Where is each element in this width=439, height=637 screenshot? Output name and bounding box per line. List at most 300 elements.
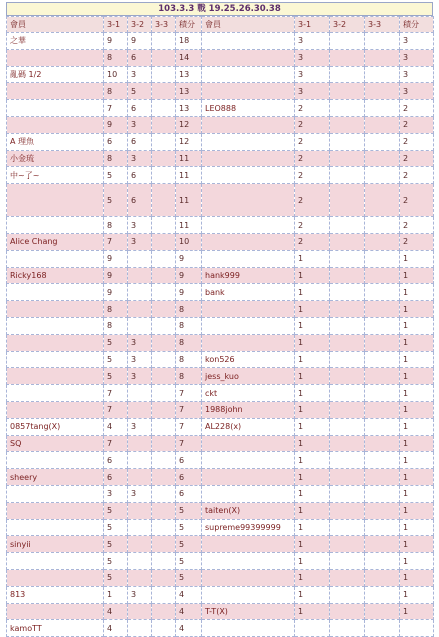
score-3-3 <box>365 485 400 502</box>
score-3-1: 1 <box>295 317 330 334</box>
score-3-3 <box>152 418 176 435</box>
score-3-3 <box>152 250 176 267</box>
score-3-2 <box>128 620 152 637</box>
score-3-3 <box>365 620 400 637</box>
score-3-3 <box>152 317 176 334</box>
score-3-3 <box>365 385 400 402</box>
score-3-1: 1 <box>295 368 330 385</box>
member-name: kon526 <box>202 351 295 368</box>
member-name <box>7 401 104 418</box>
score-3-2 <box>330 49 365 66</box>
score-3-2 <box>330 83 365 100</box>
member-name <box>202 133 295 150</box>
total-score: 2 <box>400 133 434 150</box>
score-3-3 <box>152 301 176 318</box>
table-row <box>7 401 434 418</box>
score-3-1: 3 <box>295 49 330 66</box>
member-name <box>202 569 295 586</box>
table-row <box>7 66 434 83</box>
score-3-3 <box>365 418 400 435</box>
score-3-2 <box>128 603 152 620</box>
total-score: 1 <box>400 250 434 267</box>
score-3-3 <box>365 184 400 217</box>
member-name <box>7 502 104 519</box>
score-3-2 <box>330 334 365 351</box>
table-row <box>7 116 434 133</box>
total-score: 4 <box>176 603 202 620</box>
score-3-2 <box>330 452 365 469</box>
total-score: 3 <box>400 83 434 100</box>
table-row <box>7 586 434 603</box>
member-name <box>202 116 295 133</box>
header-cell: 積分 <box>176 17 202 33</box>
score-3-3 <box>365 536 400 553</box>
score-3-1: 5 <box>104 351 128 368</box>
score-3-3 <box>365 603 400 620</box>
score-3-2 <box>330 217 365 234</box>
score-3-3 <box>365 250 400 267</box>
table-row <box>7 217 434 234</box>
member-name <box>7 317 104 334</box>
total-score: 1 <box>400 452 434 469</box>
score-3-2 <box>330 502 365 519</box>
score-3-1: 3 <box>295 33 330 50</box>
score-3-3 <box>365 368 400 385</box>
score-3-1: 1 <box>295 469 330 486</box>
score-3-1: 3 <box>295 83 330 100</box>
table-body <box>7 17 434 637</box>
score-3-2: 5 <box>128 83 152 100</box>
member-name: T-T(X) <box>202 603 295 620</box>
total-score: 1 <box>400 435 434 452</box>
total-score: 12 <box>176 133 202 150</box>
member-name <box>202 33 295 50</box>
score-3-2: 3 <box>128 116 152 133</box>
member-name <box>7 368 104 385</box>
score-3-3 <box>152 100 176 117</box>
score-3-3 <box>152 267 176 284</box>
table-row <box>7 167 434 184</box>
total-score: 6 <box>176 469 202 486</box>
table-row <box>7 418 434 435</box>
member-name: jess_kuo <box>202 368 295 385</box>
score-3-1: 9 <box>104 116 128 133</box>
score-3-1: 2 <box>295 233 330 250</box>
score-3-1: 5 <box>104 334 128 351</box>
score-3-1: 5 <box>104 502 128 519</box>
score-3-1: 7 <box>104 385 128 402</box>
table-row <box>7 100 434 117</box>
member-name: kamoTT <box>7 620 104 637</box>
score-3-1: 4 <box>104 603 128 620</box>
member-name <box>7 603 104 620</box>
total-score: 1 <box>400 603 434 620</box>
score-3-1: 1 <box>295 435 330 452</box>
total-score: 9 <box>176 267 202 284</box>
total-score: 1 <box>400 586 434 603</box>
table-row <box>7 334 434 351</box>
table-row <box>7 502 434 519</box>
member-name: AL228(x) <box>202 418 295 435</box>
score-3-3 <box>365 301 400 318</box>
member-name <box>202 334 295 351</box>
spreadsheet <box>6 2 433 637</box>
score-3-1: 6 <box>104 452 128 469</box>
score-3-2: 6 <box>128 184 152 217</box>
score-3-1: 5 <box>104 184 128 217</box>
table-row <box>7 469 434 486</box>
score-3-1: 2 <box>295 184 330 217</box>
score-3-2 <box>128 401 152 418</box>
score-3-3 <box>365 217 400 234</box>
table-row <box>7 284 434 301</box>
member-name <box>7 385 104 402</box>
total-score: 1 <box>400 267 434 284</box>
total-score: 8 <box>176 334 202 351</box>
table-row <box>7 536 434 553</box>
score-3-2 <box>330 385 365 402</box>
member-name <box>202 452 295 469</box>
score-3-2 <box>330 519 365 536</box>
total-score: 18 <box>176 33 202 50</box>
score-3-1: 2 <box>295 150 330 167</box>
table-row <box>7 301 434 318</box>
total-score: 1 <box>400 284 434 301</box>
member-name <box>7 49 104 66</box>
total-score: 2 <box>400 167 434 184</box>
total-score: 1 <box>400 317 434 334</box>
member-name <box>202 536 295 553</box>
score-3-1: 1 <box>295 418 330 435</box>
score-3-3 <box>152 184 176 217</box>
total-score: 13 <box>176 83 202 100</box>
total-score: 1 <box>400 469 434 486</box>
score-3-1: 4 <box>104 620 128 637</box>
member-name <box>202 250 295 267</box>
total-score: 2 <box>400 100 434 117</box>
score-3-3 <box>365 83 400 100</box>
total-score: 5 <box>176 519 202 536</box>
member-name <box>7 184 104 217</box>
score-3-1: 5 <box>104 368 128 385</box>
header-cell: 3-3 <box>152 17 176 33</box>
total-score: 7 <box>176 418 202 435</box>
total-score: 8 <box>176 301 202 318</box>
member-name: 1988john <box>202 401 295 418</box>
score-3-2 <box>128 317 152 334</box>
score-3-1: 6 <box>104 133 128 150</box>
score-3-1: 1 <box>295 553 330 570</box>
score-3-2 <box>330 368 365 385</box>
score-3-2 <box>330 351 365 368</box>
score-3-3 <box>365 49 400 66</box>
score-3-2 <box>330 536 365 553</box>
member-name <box>7 116 104 133</box>
score-3-3 <box>365 233 400 250</box>
member-name <box>202 469 295 486</box>
score-3-1: 1 <box>295 301 330 318</box>
score-3-1: 1 <box>295 334 330 351</box>
score-3-2 <box>330 620 365 637</box>
total-score: 3 <box>400 49 434 66</box>
score-3-3 <box>365 351 400 368</box>
score-3-1: 5 <box>104 519 128 536</box>
total-score: 3 <box>400 66 434 83</box>
member-name <box>202 553 295 570</box>
score-3-3 <box>152 620 176 637</box>
score-3-3 <box>365 569 400 586</box>
total-score: 1 <box>400 351 434 368</box>
table-row <box>7 33 434 50</box>
score-3-2 <box>330 603 365 620</box>
score-3-2: 6 <box>128 167 152 184</box>
score-3-2: 9 <box>128 33 152 50</box>
table-row <box>7 553 434 570</box>
header-cell: 3-2 <box>128 17 152 33</box>
score-3-3 <box>152 150 176 167</box>
total-score: 2 <box>400 184 434 217</box>
table-row <box>7 435 434 452</box>
score-3-2 <box>128 502 152 519</box>
member-name <box>7 553 104 570</box>
score-3-1: 6 <box>104 469 128 486</box>
table-row <box>7 603 434 620</box>
score-3-1: 1 <box>295 586 330 603</box>
score-3-1: 8 <box>104 301 128 318</box>
total-score: 2 <box>400 233 434 250</box>
score-3-1: 1 <box>295 485 330 502</box>
table-row <box>7 452 434 469</box>
member-name <box>202 167 295 184</box>
score-3-1: 2 <box>295 100 330 117</box>
member-name <box>202 49 295 66</box>
score-3-1: 1 <box>295 284 330 301</box>
total-score: 7 <box>176 435 202 452</box>
score-3-1: 3 <box>295 66 330 83</box>
score-3-2 <box>330 284 365 301</box>
total-score: 5 <box>176 553 202 570</box>
score-3-3 <box>152 66 176 83</box>
header-cell: 會員 <box>202 17 295 33</box>
total-score: 1 <box>400 519 434 536</box>
score-3-2 <box>330 401 365 418</box>
total-score: 11 <box>176 167 202 184</box>
score-3-1: 2 <box>295 116 330 133</box>
score-3-1: 1 <box>295 385 330 402</box>
score-3-1: 8 <box>104 49 128 66</box>
score-3-2 <box>330 167 365 184</box>
total-score: 14 <box>176 49 202 66</box>
score-3-2 <box>330 33 365 50</box>
score-3-2 <box>128 519 152 536</box>
score-3-3 <box>152 485 176 502</box>
total-score: 11 <box>176 217 202 234</box>
score-3-3 <box>365 33 400 50</box>
score-3-2 <box>330 267 365 284</box>
score-3-2 <box>128 301 152 318</box>
score-3-1: 1 <box>295 452 330 469</box>
score-3-2 <box>330 250 365 267</box>
score-3-3 <box>152 536 176 553</box>
score-3-3 <box>152 233 176 250</box>
score-3-3 <box>152 368 176 385</box>
score-3-1: 7 <box>104 100 128 117</box>
score-3-1: 5 <box>104 569 128 586</box>
score-3-3 <box>365 167 400 184</box>
table-row <box>7 620 434 637</box>
member-name <box>202 150 295 167</box>
score-3-2: 3 <box>128 351 152 368</box>
member-name <box>7 452 104 469</box>
total-score: 12 <box>176 116 202 133</box>
total-score: 2 <box>400 217 434 234</box>
total-score: 6 <box>176 485 202 502</box>
score-3-1: 5 <box>104 167 128 184</box>
score-3-2 <box>330 569 365 586</box>
score-3-1: 2 <box>295 167 330 184</box>
sheet-title: 103.3.3 戰 19.25.26.30.38 <box>6 2 433 16</box>
table-row <box>7 250 434 267</box>
score-3-3 <box>365 502 400 519</box>
total-score: 8 <box>176 317 202 334</box>
member-name: Alice Chang <box>7 233 104 250</box>
member-name: 亂碼 1/2 <box>7 66 104 83</box>
member-name <box>202 184 295 217</box>
total-score: 13 <box>176 100 202 117</box>
member-name <box>7 301 104 318</box>
table-row <box>7 519 434 536</box>
score-3-2 <box>128 452 152 469</box>
score-3-3 <box>365 334 400 351</box>
member-name: SQ <box>7 435 104 452</box>
member-name <box>7 351 104 368</box>
member-name: LEO888 <box>202 100 295 117</box>
total-score: 13 <box>176 66 202 83</box>
score-3-2: 3 <box>128 418 152 435</box>
total-score: 10 <box>176 233 202 250</box>
score-3-3 <box>152 435 176 452</box>
score-3-3 <box>152 33 176 50</box>
score-3-1: 1 <box>295 536 330 553</box>
score-3-1: 7 <box>104 401 128 418</box>
table-row <box>7 133 434 150</box>
score-3-3 <box>365 66 400 83</box>
table-row <box>7 569 434 586</box>
score-table <box>6 16 434 637</box>
score-3-1: 7 <box>104 435 128 452</box>
total-score: 1 <box>400 301 434 318</box>
total-score: 6 <box>176 452 202 469</box>
score-3-1: 1 <box>295 519 330 536</box>
total-score: 9 <box>176 250 202 267</box>
total-score: 8 <box>176 351 202 368</box>
table-row <box>7 317 434 334</box>
score-3-2 <box>128 385 152 402</box>
member-name <box>202 485 295 502</box>
score-3-3 <box>152 452 176 469</box>
score-3-1: 4 <box>104 418 128 435</box>
member-name <box>7 569 104 586</box>
score-3-1: 10 <box>104 66 128 83</box>
score-3-2: 6 <box>128 100 152 117</box>
member-name: supreme99399999 <box>202 519 295 536</box>
score-3-3 <box>152 603 176 620</box>
score-3-2 <box>128 536 152 553</box>
total-score: 1 <box>400 536 434 553</box>
member-name <box>202 317 295 334</box>
score-3-2: 6 <box>128 49 152 66</box>
total-score: 3 <box>400 33 434 50</box>
score-3-1: 1 <box>295 603 330 620</box>
total-score: 5 <box>176 502 202 519</box>
member-name <box>7 217 104 234</box>
score-3-2 <box>128 267 152 284</box>
score-3-2: 3 <box>128 368 152 385</box>
score-3-2: 3 <box>128 334 152 351</box>
score-3-3 <box>365 435 400 452</box>
score-3-3 <box>365 469 400 486</box>
score-3-3 <box>152 401 176 418</box>
score-3-2 <box>330 469 365 486</box>
score-3-3 <box>365 150 400 167</box>
score-3-3 <box>365 553 400 570</box>
score-3-2 <box>128 250 152 267</box>
score-3-2: 3 <box>128 586 152 603</box>
member-name <box>202 620 295 637</box>
score-3-3 <box>152 334 176 351</box>
total-score: 5 <box>176 569 202 586</box>
member-name <box>202 586 295 603</box>
score-3-3 <box>365 317 400 334</box>
score-3-2 <box>330 586 365 603</box>
total-score: 8 <box>176 368 202 385</box>
member-name <box>7 100 104 117</box>
total-score: 1 <box>400 418 434 435</box>
header-cell: 3-1 <box>104 17 128 33</box>
score-3-1: 9 <box>104 267 128 284</box>
score-3-2: 6 <box>128 133 152 150</box>
score-3-1: 5 <box>104 553 128 570</box>
table-row <box>7 83 434 100</box>
score-3-2 <box>330 116 365 133</box>
total-score: 4 <box>176 586 202 603</box>
score-3-3 <box>365 586 400 603</box>
member-name: 小金琉 <box>7 150 104 167</box>
total-score: 1 <box>400 553 434 570</box>
score-3-2 <box>330 418 365 435</box>
score-3-2 <box>330 553 365 570</box>
total-score: 7 <box>176 401 202 418</box>
score-3-3 <box>152 133 176 150</box>
score-3-1: 8 <box>104 150 128 167</box>
score-3-3 <box>152 553 176 570</box>
member-name: sinyii <box>7 536 104 553</box>
table-row <box>7 184 434 217</box>
score-3-3 <box>365 100 400 117</box>
total-score: 11 <box>176 184 202 217</box>
header-cell: 會員 <box>7 17 104 33</box>
score-3-2: 3 <box>128 66 152 83</box>
header-row <box>7 17 434 33</box>
total-score: 1 <box>400 502 434 519</box>
score-3-3 <box>365 116 400 133</box>
table-row <box>7 233 434 250</box>
table-row <box>7 351 434 368</box>
score-3-2 <box>330 233 365 250</box>
header-cell: 3-1 <box>295 17 330 33</box>
score-3-3 <box>152 469 176 486</box>
member-name: 0857tang(X) <box>7 418 104 435</box>
